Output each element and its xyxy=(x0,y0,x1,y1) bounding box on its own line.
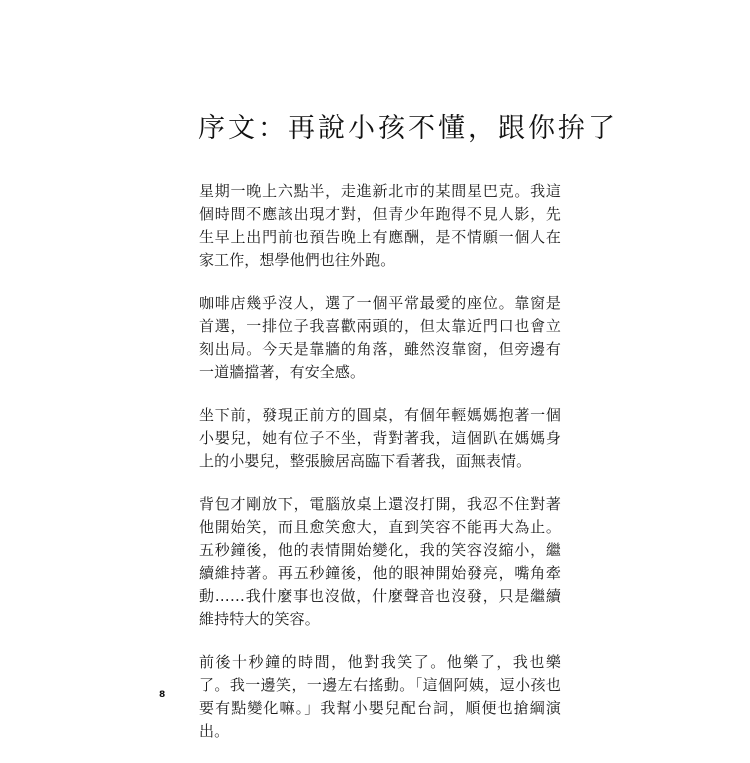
paragraph: 星期一晚上六點半，走進新北市的某間星巴克。我這個時間不應該出現才對，但青少年跑得不見人影，先生早上出門前也預告晚上有應酬，是不情願一個人在家工作，想學他們也往外跑。 xyxy=(199,182,561,269)
paragraph: 背包才剛放下，電腦放桌上還沒打開，我忍不住對著他開始笑，而且愈笑愈大，直到笑容不能再大為止。五秒鐘後，他的表情開始變化，我的笑容沒縮小，繼續維持著。再五秒鐘後，他的眼神開始發亮，嘴角牽動……我什麼事也沒做，什麼聲音也沒發，只是繼續維持特大的笑容。 xyxy=(199,495,561,628)
chapter-title: 序文：再說小孩不懂，跟你拚了 xyxy=(198,113,618,144)
paragraph: 坐下前，發現正前方的圓桌，有個年輕媽媽抱著一個小嬰兒，她有位子不坐，背對著我，這個趴在媽媽身上的小嬰兒，整張臉居高臨下看著我，面無表情。 xyxy=(199,406,561,470)
body-text xyxy=(199,180,561,763)
paragraph: 咖啡店幾乎沒人，選了一個平常最愛的座位。靠窗是首選，一排位子我喜歡兩頭的，但太靠近門口也會立刻出局。今天是靠牆的角落，雖然沒靠窗，但旁邊有一道牆擋著，有安全感。 xyxy=(199,294,561,381)
page-number: 8 xyxy=(159,690,166,700)
paragraph: 前後十秒鐘的時間，他對我笑了。他樂了，我也樂了。我一邊笑，一邊左右搖動。「這個阿姨，逗小孩也要有點變化嘛。」我幫小嬰兒配台詞，順便也搶綱演出。 xyxy=(199,653,561,740)
